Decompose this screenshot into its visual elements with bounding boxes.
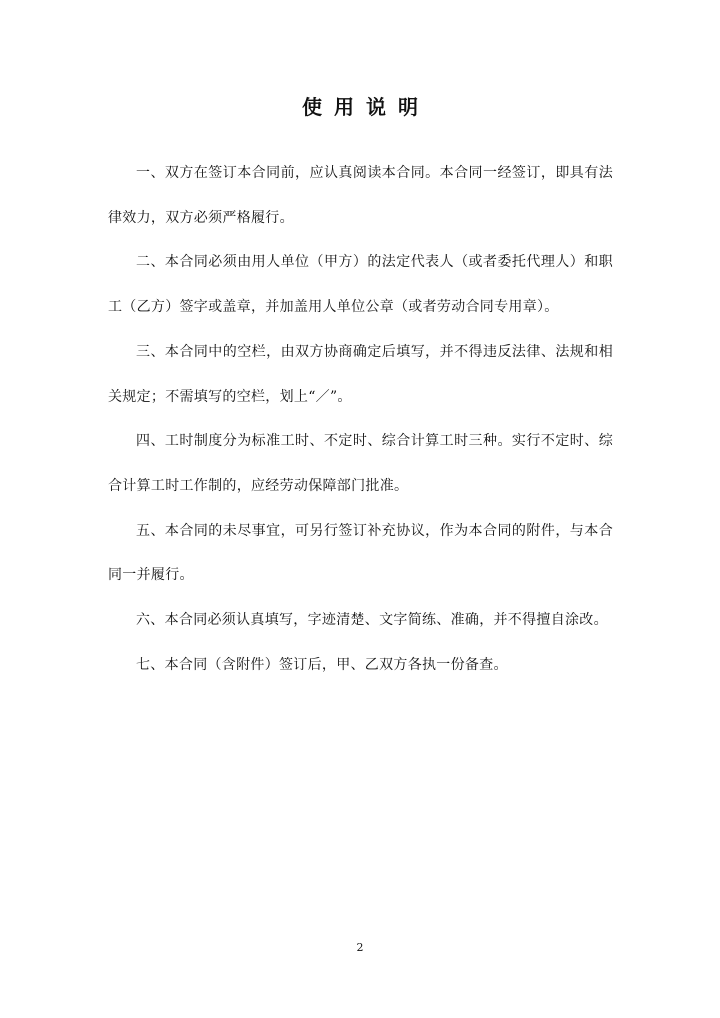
page-number: 2 (356, 941, 364, 954)
instructions-body (108, 151, 613, 687)
instruction-paragraph-6: 六、本合同必须认真填写，字迹清楚、文字简练、准确，并不得擅自涂改。 (136, 612, 608, 629)
instruction-paragraph-4: 四、工时制度分为标准工时、不定时、综合计算工时三种。实行不定时、综合计算工时工作制的，应经劳动保障部门批准。 (108, 433, 613, 494)
instruction-paragraph-5: 五、本合同的未尽事宜，可另行签订补充协议，作为本合同的附件，与本合同一并履行。 (108, 522, 613, 584)
instruction-paragraph-3: 三、本合同中的空栏，由双方协商确定后填写，并不得违反法律、法规和相关规定；不需填写的空栏，划上“／”。 (108, 343, 613, 405)
instruction-paragraph-1: 一、双方在签订本合同前，应认真阅读本合同。本合同一经签订，即具有法律效力，双方必须严格履行。 (108, 165, 613, 226)
instruction-paragraph-7: 七、本合同（含附件）签订后，甲、乙双方各执一份备查。 (136, 656, 508, 673)
instruction-paragraph-2: 二、本合同必须由用人单位（甲方）的法定代表人（或者委托代理人）和职工（乙方）签字或盖章，并加盖用人单位公章（或者劳动合同专用章）。 (108, 254, 613, 316)
document-title: 使用说明 (302, 95, 430, 119)
